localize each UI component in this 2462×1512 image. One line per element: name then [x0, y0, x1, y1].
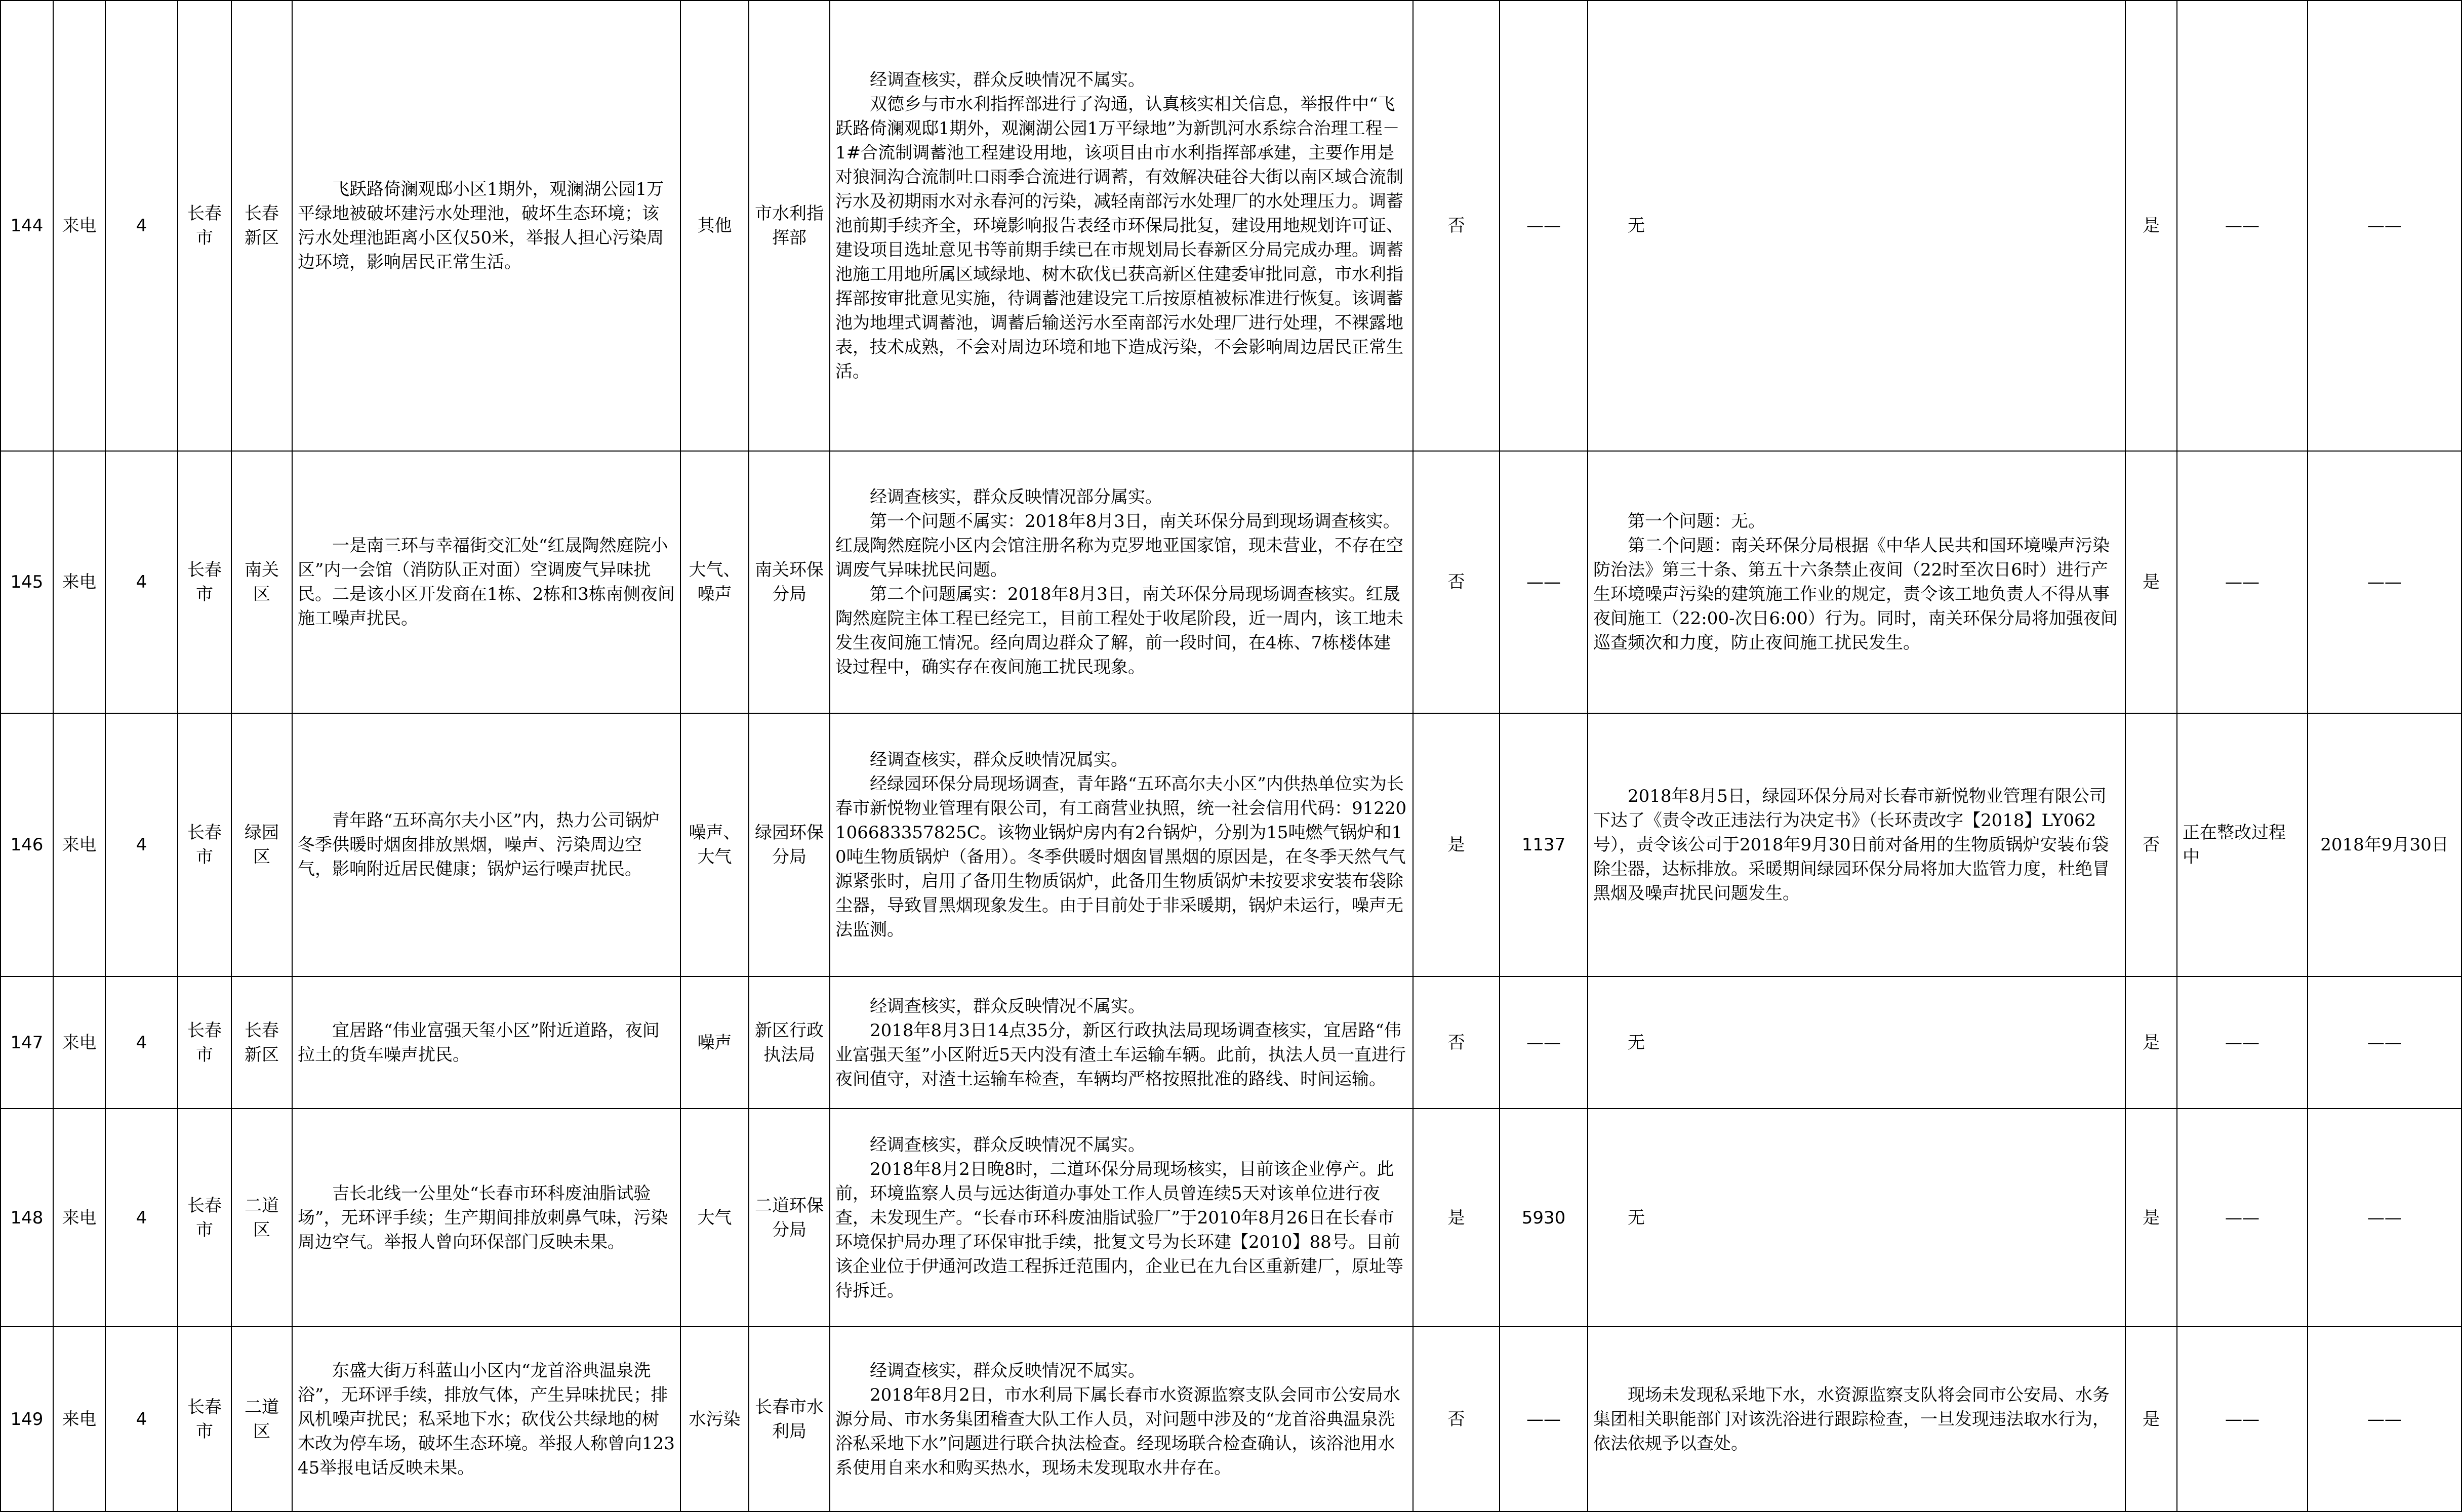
- issue-text: 宜居路“伟业富强天玺小区”附近道路，夜间拉土的货车噪声扰民。: [298, 1020, 660, 1065]
- table-row: [1, 451, 2461, 713]
- deadline-cell: ——: [2308, 976, 2461, 1109]
- investigation-cell-paragraph: 经调查核实，群众反映情况不属实。: [870, 1134, 1145, 1155]
- table-row: [1, 1109, 2461, 1327]
- district-cell: 二道区: [231, 1327, 292, 1511]
- department-cell: 绿园环保分局: [749, 713, 830, 976]
- district-cell: 二道区: [231, 1109, 292, 1327]
- city-cell: 长春市: [178, 713, 231, 976]
- investigation-cell-paragraph: 经调查核实，群众反映情况不属实。: [870, 70, 1145, 90]
- channel-cell: 来电: [53, 451, 105, 713]
- channel-cell: 来电: [53, 713, 105, 976]
- case-number-cell: ——: [1500, 1327, 1588, 1511]
- city-cell: 长春市: [178, 1, 231, 451]
- row-number: 148: [1, 1109, 53, 1327]
- batch-cell: 4: [105, 976, 178, 1109]
- investigation-cell: [830, 1327, 1413, 1511]
- deadline-cell: 2018年9月30日: [2308, 713, 2461, 976]
- case-number-cell: ——: [1500, 976, 1588, 1109]
- district-cell: 长春新区: [231, 976, 292, 1109]
- result-cell-paragraph: 无: [1628, 216, 1645, 236]
- result-cell: [1588, 1327, 2125, 1511]
- issue-cell: [292, 976, 680, 1109]
- investigation-cell: [830, 451, 1413, 713]
- issue-cell: [292, 451, 680, 713]
- investigation-cell-paragraph: 双德乡与市水利指挥部进行了沟通，认真核实相关信息，举报件中“飞跃路倚澜观邸1期外，观澜湖公园1万平绿地”为新凯河水系综合治理工程－1#合流制调蓄池工程建设用地，该项目由市水利指挥部承建，主要作用是对狼洞沟合流制吐口雨季合流进行调蓄，有效解决硅谷大街以南区域合流制污水及初期雨水对永春河的污染，减轻南部污水处理厂的水处理压力。调蓄池前期手续齐全，环境影响报告表经市环保局批复，建设用地规划许可证、建设项目选址意见书等前期手续已在市规划局长春新区分局完成办理。调蓄池施工用地所属区域绿地、树木砍伐已获高新区住建委审批同意，市水利指挥部按审批意见实施，待调蓄池建设完工后按原植被标准进行恢复。该调蓄池为地埋式调蓄池，调蓄后输送污水至南部污水处理厂进行处理，不裸露地表，技术成熟，不会对周边环境和地下造成污染，不会影响周边居民正常生活。: [835, 94, 1403, 382]
- batch-cell: 4: [105, 1109, 178, 1327]
- batch-cell: 4: [105, 1327, 178, 1511]
- result-cell-paragraph: 无: [1628, 1032, 1645, 1053]
- investigation-cell-paragraph: 2018年8月2日晚8时，二道环保分局现场核实，目前该企业停产。此前，环境监察人员与远达街道办事处工作人员曾连续5天对该单位进行夜查，未发现生产。“长春市环科废油脂试验厂”于2010年8月26日在长春市环境保护局办理了环保审批手续，批复文号为长环建【2010】88号。目前该企业位于伊通河改造工程拆迁范围内，企业已在九台区重新建厂，原址等待拆迁。: [835, 1159, 1403, 1301]
- issue-text: 吉长北线一公里处“长春市环科废油脂试验场”，无环评手续；生产期间排放刺鼻气味，污染周边空气。举报人曾向环保部门反映未果。: [298, 1183, 668, 1252]
- result-cell-paragraph: 2018年8月5日，绿园环保分局对长春市新悦物业管理有限公司下达了《责令改正违法行为决定书》（长环责改字【2018】LY062号），责令该公司于2018年9月30日前对备用的生物质锅炉安装布袋除尘器，达标排放。采暖期间绿园环保分局将加大监管力度，杜绝冒黑烟及噪声扰民问题发生。: [1593, 786, 2110, 904]
- investigation-cell: [830, 713, 1413, 976]
- result-cell-paragraph: 现场未发现私采地下水，水资源监察支队将会同市公安局、水务集团相关职能部门对该洗浴进行跟踪检查，一旦发现违法取水行为，依法依规予以查处。: [1593, 1384, 2110, 1454]
- closed-cell: 是: [2125, 1327, 2177, 1511]
- pollution-type-cell: 水污染: [680, 1327, 749, 1511]
- investigation-cell-paragraph: 经绿园环保分局现场调查，青年路“五环高尔夫小区”内供热单位实为长春市新悦物业管理有限公司，有工商营业执照，统一社会信用代码：91220106683357825C。该物业锅炉房内有2台锅炉，分别为15吨燃气锅炉和10吨生物质锅炉（备用）。冬季供暖时烟囱冒黑烟的原因是，在冬季天然气气源紧张时，启用了备用生物质锅炉，此备用生物质锅炉未按要求安装布袋除尘器，导致冒黑烟现象发生。由于目前处于非采暖期，锅炉未运行，噪声无法监测。: [835, 774, 1407, 940]
- table-row: [1, 1327, 2461, 1511]
- channel-cell: 来电: [53, 1109, 105, 1327]
- closed-cell: 是: [2125, 1109, 2177, 1327]
- investigation-cell: [830, 976, 1413, 1109]
- investigation-cell-paragraph: 2018年8月2日，市水利局下属长春市水资源监察支队会同市公安局水源分局、市水务集团稽查大队工作人员，对问题中涉及的“龙首浴典温泉洗浴私采地下水”问题进行联合执法检查。经现场联合检查确认，该浴池用水系使用自来水和购买热水，现场未发现取水井存在。: [835, 1384, 1400, 1478]
- investigation-cell-paragraph: 经调查核实，群众反映情况不属实。: [870, 996, 1145, 1016]
- batch-cell: 4: [105, 451, 178, 713]
- progress-cell: ——: [2177, 1327, 2308, 1511]
- closed-cell: 是: [2125, 1, 2177, 451]
- investigation-cell-paragraph: 第二个问题属实：2018年8月3日，南关环保分局现场调查核实。红晟陶然庭院主体工程已经完工，目前工程处于收尾阶段，近一周内，该工地未发生夜间施工情况。经向周边群众了解，前一段时间，在4栋、7栋楼体建设过程中，确实存在夜间施工扰民现象。: [835, 584, 1403, 677]
- pollution-type-cell: 大气: [680, 1109, 749, 1327]
- issue-cell: [292, 1327, 680, 1511]
- issue-cell: [292, 1, 680, 451]
- progress-cell: 正在整改过程中: [2177, 713, 2308, 976]
- closed-cell: 否: [2125, 713, 2177, 976]
- channel-cell: 来电: [53, 1327, 105, 1511]
- table-row: [1, 976, 2461, 1109]
- department-cell: 市水利指挥部: [749, 1, 830, 451]
- result-cell-paragraph: 无: [1628, 1207, 1645, 1228]
- row-number: 144: [1, 1, 53, 451]
- batch-cell: 4: [105, 1, 178, 451]
- case-number-cell: 5930: [1500, 1109, 1588, 1327]
- district-cell: 绿园区: [231, 713, 292, 976]
- result-cell: [1588, 713, 2125, 976]
- pollution-type-cell: 噪声: [680, 976, 749, 1109]
- is-true-cell: 是: [1413, 713, 1500, 976]
- progress-cell: ——: [2177, 1109, 2308, 1327]
- issue-text: 青年路“五环高尔夫小区”内，热力公司锅炉冬季供暖时烟囱排放黑烟，噪声、污染周边空气，影响附近居民健康；锅炉运行噪声扰民。: [298, 810, 660, 879]
- result-cell: [1588, 451, 2125, 713]
- city-cell: 长春市: [178, 1109, 231, 1327]
- row-number: 145: [1, 451, 53, 713]
- result-cell-paragraph: 第一个问题：无。: [1628, 511, 1765, 532]
- issue-text: 一是南三环与幸福街交汇处“红晟陶然庭院小区”内一会馆（消防队正对面）空调废气异味扰民。二是该小区开发商在1栋、2栋和3栋南侧夜间施工噪声扰民。: [298, 536, 675, 629]
- investigation-cell-paragraph: 经调查核实，群众反映情况属实。: [870, 750, 1128, 770]
- is-true-cell: 否: [1413, 1327, 1500, 1511]
- progress-cell: ——: [2177, 451, 2308, 713]
- department-cell: 二道环保分局: [749, 1109, 830, 1327]
- channel-cell: 来电: [53, 976, 105, 1109]
- city-cell: 长春市: [178, 976, 231, 1109]
- row-number: 146: [1, 713, 53, 976]
- pollution-type-cell: 噪声、大气: [680, 713, 749, 976]
- investigation-cell-paragraph: 第一个问题不属实：2018年8月3日，南关环保分局到现场调查核实。红晟陶然庭院小区内会馆注册名称为克罗地亚国家馆，现未营业，不存在空调废气异味扰民问题。: [835, 511, 1403, 580]
- is-true-cell: 否: [1413, 1, 1500, 451]
- deadline-cell: ——: [2308, 1327, 2461, 1511]
- table-row: [1, 1, 2461, 451]
- deadline-cell: ——: [2308, 451, 2461, 713]
- is-true-cell: 是: [1413, 1109, 1500, 1327]
- district-cell: 长春新区: [231, 1, 292, 451]
- result-cell: [1588, 976, 2125, 1109]
- is-true-cell: 否: [1413, 451, 1500, 713]
- investigation-cell-paragraph: 经调查核实，群众反映情况不属实。: [870, 1360, 1145, 1381]
- department-cell: 南关环保分局: [749, 451, 830, 713]
- investigation-cell: [830, 1109, 1413, 1327]
- is-true-cell: 否: [1413, 976, 1500, 1109]
- issue-text: 东盛大街万科蓝山小区内“龙首浴典温泉洗浴”，无环评手续，排放气体，产生异味扰民；排风机噪声扰民；私采地下水；砍伐公共绿地的树木改为停车场，破坏生态环境。举报人称曾向12345举报电话反映未果。: [298, 1360, 675, 1478]
- result-cell: [1588, 1109, 2125, 1327]
- city-cell: 长春市: [178, 1327, 231, 1511]
- closed-cell: 是: [2125, 451, 2177, 713]
- case-number-cell: 1137: [1500, 713, 1588, 976]
- result-cell: [1588, 1, 2125, 451]
- deadline-cell: ——: [2308, 1, 2461, 451]
- issue-cell: [292, 1109, 680, 1327]
- progress-cell: ——: [2177, 1, 2308, 451]
- city-cell: 长春市: [178, 451, 231, 713]
- department-cell: 新区行政执法局: [749, 976, 830, 1109]
- progress-cell: ——: [2177, 976, 2308, 1109]
- case-number-cell: ——: [1500, 451, 1588, 713]
- issue-text: 飞跃路倚澜观邸小区1期外，观澜湖公园1万平绿地被破坏建污水处理池，破坏生态环境；该污水处理池距离小区仅50米，举报人担心污染周边环境，影响居民正常生活。: [298, 179, 664, 272]
- table-row: [1, 713, 2461, 976]
- closed-cell: 是: [2125, 976, 2177, 1109]
- batch-cell: 4: [105, 713, 178, 976]
- investigation-cell-paragraph: 经调查核实，群众反映情况部分属实。: [870, 487, 1162, 507]
- pollution-type-cell: 其他: [680, 1, 749, 451]
- pollution-type-cell: 大气、噪声: [680, 451, 749, 713]
- deadline-cell: ——: [2308, 1109, 2461, 1327]
- issue-cell: [292, 713, 680, 976]
- case-number-cell: ——: [1500, 1, 1588, 451]
- district-cell: 南关区: [231, 451, 292, 713]
- investigation-cell: [830, 1, 1413, 451]
- result-cell-paragraph: 第二个问题：南关环保分局根据《中华人民共和国环境噪声污染防治法》第三十条、第五十六条禁止夜间（22时至次日6时）进行产生环境噪声污染的建筑施工作业的规定，责令该工地负责人不得从事夜间施工（22:00-次日6:00）行为。同时，南关环保分局将加强夜间巡查频次和力度，防止夜间施工扰民发生。: [1593, 536, 2118, 653]
- channel-cell: 来电: [53, 1, 105, 451]
- investigation-cell-paragraph: 2018年8月3日14点35分，新区行政执法局现场调查核实，宜居路“伟业富强天玺”小区附近5天内没有渣土车运输车辆。此前，执法人员一直进行夜间值守，对渣土运输车检查，车辆均严格按照批准的路线、时间运输。: [835, 1020, 1406, 1089]
- row-number: 147: [1, 976, 53, 1109]
- row-number: 149: [1, 1327, 53, 1511]
- department-cell: 长春市水利局: [749, 1327, 830, 1511]
